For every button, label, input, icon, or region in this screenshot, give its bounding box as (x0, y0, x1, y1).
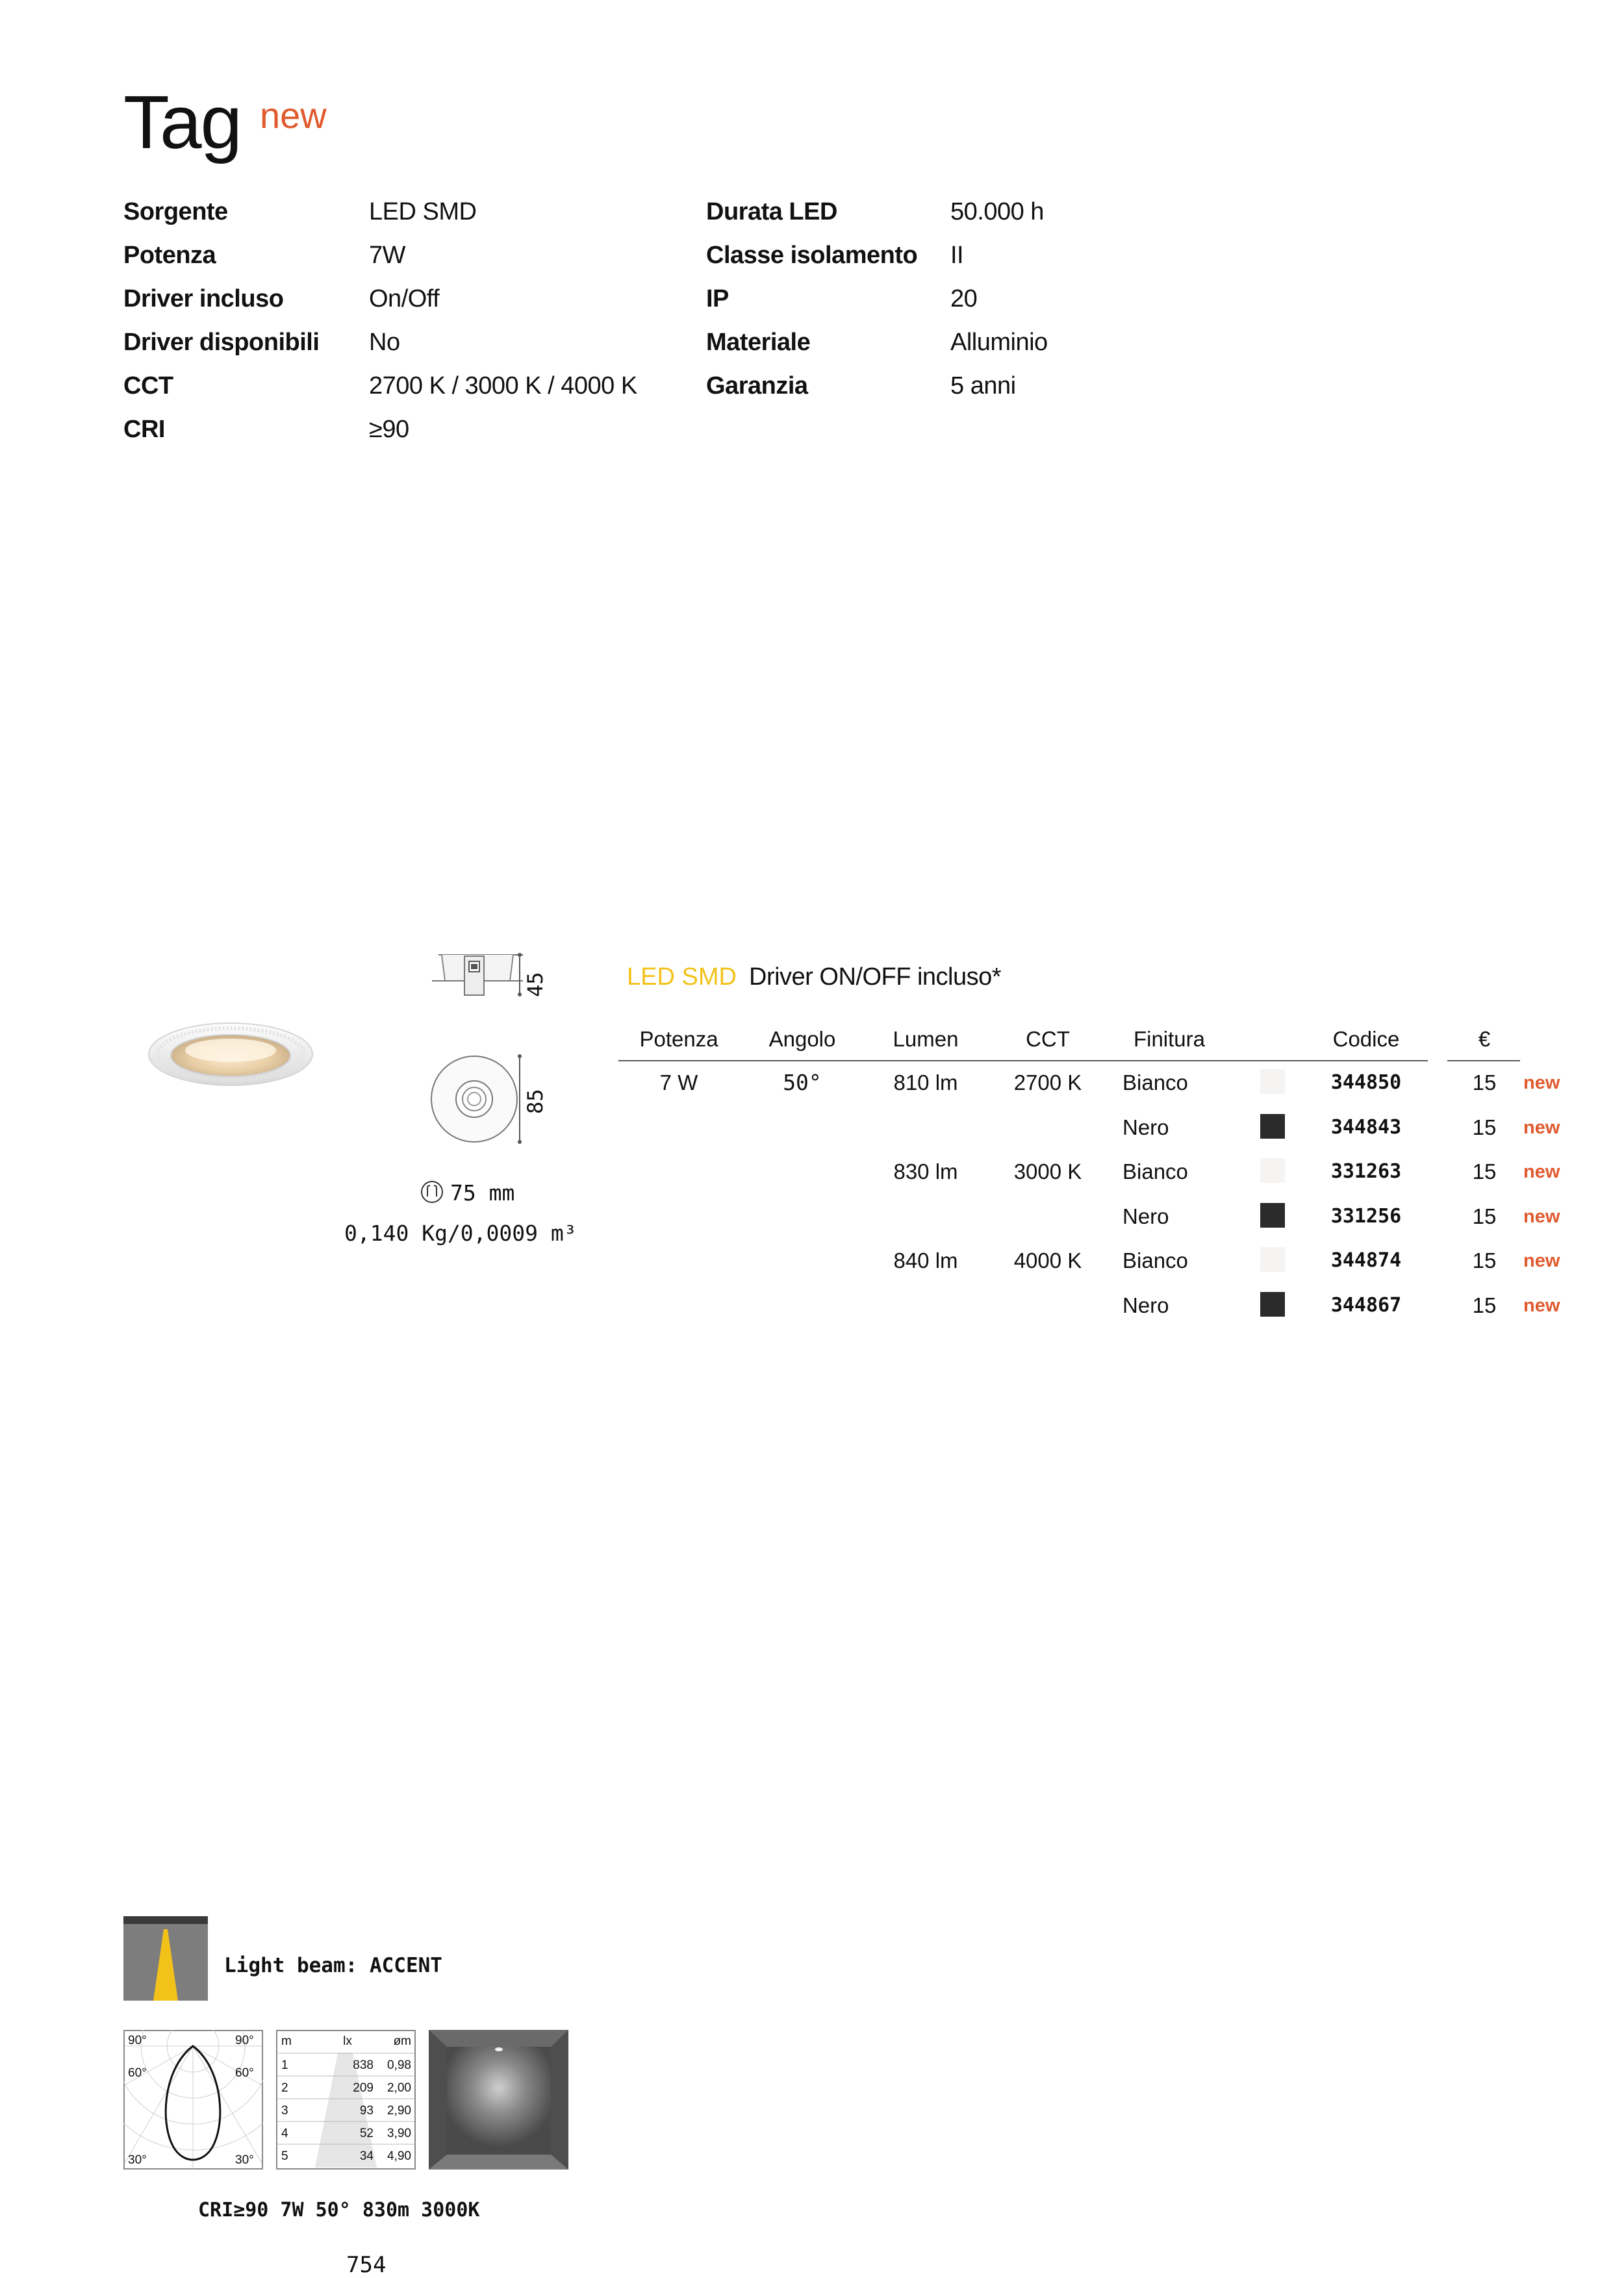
photometric-spec-line: CRI≥90 7W 50° 830m 3000K (198, 2199, 480, 2221)
column-header: € (1478, 1027, 1491, 1051)
driver-label: Driver ON/OFF incluso* (749, 963, 1002, 991)
light-beam-label: Light beam: ACCENT (224, 1954, 442, 1977)
lux-cell: 0,98 (387, 2058, 411, 2072)
table-rule (618, 1060, 1428, 1061)
product-code: 331263 (1330, 1160, 1402, 1183)
table-rule (1447, 1060, 1520, 1061)
spec-label: Driver disponibili (123, 329, 320, 356)
spec-label: Materiale (706, 329, 811, 356)
lux-cell: 209 (353, 2081, 374, 2095)
price-cell: 15 (1472, 1159, 1497, 1183)
new-tag: new (1523, 1117, 1560, 1138)
finish-swatch (1260, 1069, 1285, 1094)
finish-cell: Bianco (1123, 1159, 1188, 1183)
polar-label-90-right: 90° (235, 2034, 254, 2047)
spec-label: Durata LED (706, 198, 837, 225)
column-header: Angolo (768, 1027, 836, 1051)
cutout-size: 75 mm (450, 1180, 515, 1206)
finish-cell: Nero (1123, 1115, 1169, 1139)
height-dimension: 45 (523, 972, 548, 997)
lux-table-frame (276, 2030, 416, 2170)
lux-header: øm (393, 2034, 411, 2048)
product-code: 344874 (1330, 1249, 1402, 1272)
new-tag: new (1523, 1206, 1560, 1227)
spec-value: No (369, 329, 400, 356)
finish-swatch (1260, 1203, 1285, 1228)
lumen-cell: 830 lm (893, 1159, 958, 1183)
product-code: 344843 (1330, 1115, 1402, 1139)
polar-label-60-right: 60° (235, 2066, 254, 2080)
finish-cell: Bianco (1123, 1070, 1188, 1095)
spec-value: 5 anni (950, 372, 1016, 399)
room-render (429, 2030, 568, 2170)
weight-volume: 0,140 Kg/0,0009 m³ (344, 1221, 577, 1246)
lux-cell: 93 (359, 2104, 374, 2118)
lux-cell: 34 (359, 2149, 374, 2163)
lux-cell: 3,90 (387, 2127, 411, 2140)
lux-header: m (281, 2034, 292, 2048)
lux-cell: 2 (281, 2081, 288, 2095)
column-header: Lumen (893, 1027, 959, 1051)
lux-cell: 1 (281, 2058, 288, 2072)
new-tag: new (1523, 1161, 1560, 1182)
lux-header: lx (343, 2034, 352, 2048)
spec-label: Classe isolamento (706, 242, 918, 269)
price-cell: 15 (1472, 1070, 1497, 1095)
lux-cell: 4,90 (387, 2149, 411, 2163)
column-header: Potenza (639, 1027, 718, 1051)
column-header: CCT (1026, 1027, 1070, 1051)
lumen-cell: 840 lm (893, 1248, 958, 1272)
polar-label-60-left: 60° (128, 2066, 147, 2080)
price-cell: 15 (1472, 1115, 1497, 1139)
spec-value: 50.000 h (950, 198, 1044, 225)
spec-value: 20 (950, 285, 978, 312)
column-header: Codice (1332, 1027, 1400, 1051)
light-beam-icon (123, 1916, 208, 2001)
spec-value: ≥90 (369, 416, 409, 443)
source-label: LED SMD (627, 963, 737, 991)
new-badge: new (260, 95, 327, 136)
new-tag: new (1523, 1250, 1560, 1271)
spec-value: LED SMD (369, 198, 477, 225)
spec-label: IP (706, 285, 729, 312)
angle-cell: 50° (783, 1070, 822, 1095)
product-code: 344867 (1330, 1293, 1402, 1317)
cct-cell: 2700 K (1013, 1070, 1082, 1095)
finish-swatch (1260, 1114, 1285, 1139)
new-tag: new (1523, 1072, 1560, 1093)
finish-cell: Bianco (1123, 1248, 1188, 1272)
spec-value: 2700 K / 3000 K / 4000 K (369, 372, 637, 399)
polar-label-30-left: 30° (128, 2153, 147, 2167)
product-code: 344850 (1330, 1071, 1402, 1094)
lumen-cell: 810 lm (893, 1070, 958, 1095)
finish-swatch (1260, 1247, 1285, 1272)
power-cell: 7 W (659, 1070, 698, 1095)
product-code: 331256 (1330, 1204, 1402, 1228)
cutout-icon (419, 1179, 445, 1205)
lux-cell: 2,90 (387, 2104, 411, 2118)
finish-swatch (1260, 1292, 1285, 1317)
spec-label: Sorgente (123, 198, 228, 225)
page-number: 754 (346, 2252, 387, 2278)
lux-cell: 838 (353, 2058, 374, 2072)
polar-label-30-right: 30° (235, 2153, 254, 2167)
polar-label-90-left: 90° (128, 2034, 147, 2047)
spec-label: Driver incluso (123, 285, 284, 312)
lux-cell: 52 (359, 2127, 374, 2140)
spec-value: On/Off (369, 285, 440, 312)
price-cell: 15 (1472, 1204, 1497, 1228)
finish-swatch (1260, 1158, 1285, 1183)
spec-label: CCT (123, 372, 173, 399)
finish-cell: Nero (1123, 1204, 1169, 1228)
spec-label: CRI (123, 416, 165, 443)
lux-cell: 2,00 (387, 2081, 411, 2095)
spec-value: II (950, 242, 964, 269)
cct-cell: 4000 K (1013, 1248, 1082, 1272)
polar-diagram (123, 2030, 263, 2170)
spec-value: Alluminio (950, 329, 1048, 356)
spec-label: Potenza (123, 242, 216, 269)
cct-cell: 3000 K (1013, 1159, 1082, 1183)
lux-cell: 4 (281, 2127, 288, 2140)
spec-label: Garanzia (706, 372, 808, 399)
lux-cell: 5 (281, 2149, 288, 2163)
new-tag: new (1523, 1295, 1560, 1316)
diameter-dimension: 85 (523, 1089, 548, 1114)
price-cell: 15 (1472, 1248, 1497, 1272)
price-cell: 15 (1472, 1293, 1497, 1317)
spec-value: 7W (369, 242, 405, 269)
finish-cell: Nero (1123, 1293, 1169, 1317)
product-title: Tag (123, 80, 242, 164)
product-photo (146, 1017, 315, 1088)
lux-cell: 3 (281, 2104, 288, 2118)
column-header: Finitura (1133, 1027, 1206, 1051)
